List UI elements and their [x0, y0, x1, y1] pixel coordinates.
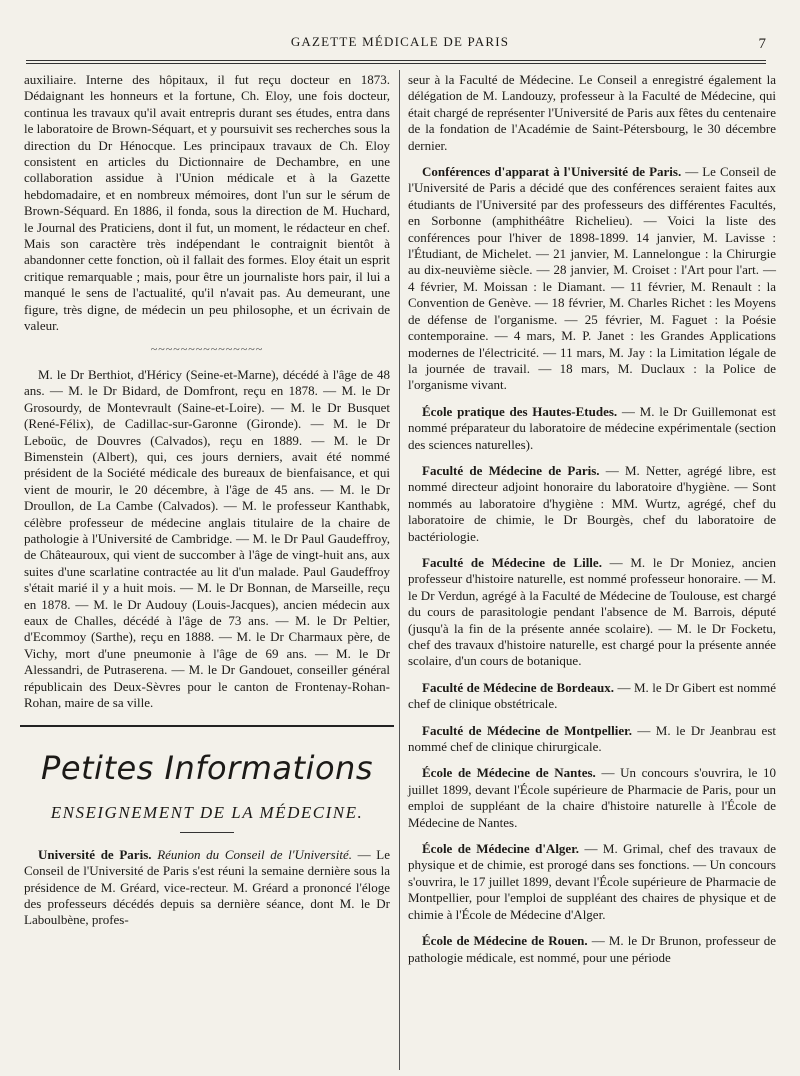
- universite-continuation: seur à la Faculté de Médecine. Le Conseil a enregistré également la délégation de M. Landouzy, professeur à la Faculté de Médecine, qui était chargé de représenter l'Université de Paris aux fêtes du centenaire de la fondation de l'Académie de Saint-Pétersbourg, le 30 décembre dernier.: [408, 72, 776, 153]
- item-heading: Conférences d'apparat à l'Université de Paris.: [422, 164, 682, 180]
- header-rule: [26, 60, 766, 61]
- item-heading: École de Médecine de Nantes.: [422, 765, 596, 781]
- ornamental-separator: ~~~~~~~~~~~~~~~: [150, 341, 264, 356]
- header-rule-double: [26, 63, 766, 64]
- item-heading: Faculté de Médecine de Bordeaux.: [422, 679, 614, 695]
- item-heading: École de Médecine d'Alger.: [422, 841, 580, 857]
- faculte-lille-item: [408, 555, 776, 670]
- item-text: — M. le Dr Jeanbrau est nommé chef de clinique chirurgicale.: [408, 722, 776, 755]
- item-heading: Faculté de Médecine de Montpellier.: [422, 722, 632, 738]
- item-subheading: Réunion du Conseil de l'Université.: [157, 846, 352, 862]
- item-text: — Un concours s'ouvrira, le 10 juillet 1899, devant l'École supérieure de Pharmacie de Paris, pour un emploi de suppléant de la chaire d'histoire naturelle à l'École de Médecine de Nantes.: [408, 765, 776, 830]
- item-text: — Le Conseil de l'Université de Paris s'est réuni la semaine dernière sous la présidence de M. Gréard, vice-recteur. M. Gréard a prononcé l'éloge des professeurs décédés depuis sa dernière séance, dont M. le Dr Laboulbène, profes-: [24, 846, 391, 928]
- item-text: — M. le Dr Guillemonat est nommé préparateur du laboratoire de médecine expérimentale (section des sciences naturelles).: [408, 403, 776, 452]
- eloy-obituary-paragraph: auxiliaire. Interne des hôpitaux, il fut reçu docteur en 1873. Dédaignant les honneurs et la fortune, Ch. Eloy, une fois docteur, continua les travaux qu'il avait entrepris durant ses études, entra dans le laboratoire de Brown-Séquart, et y poursuivit ses recherches sous la direction du Dr Hénocque. Les principaux travaux de Ch. Eloy consistent en articles du Dictionnaire de Dechambre, en une collaboration assidue à l'Union médicale et à la Gazette hebdomadaire, et en nombreux mémoires, dont l'un sur le sérum de Brown-Séquard. En 1886, il fonda, sous la direction de M. Huchard, le Journal des Praticiens, dont il fut, un moment, le rédacteur en chef. Mais son caractère très indépendant le contraignit bientôt à abandonner cette fonction, où il fallait des formes. Eloy était un esprit critique remarquable ; mais, pour être un journaliste hors pair, il lui a manqué le sens de l'actualité, qu'il n'avait pas. Au demeurant, une figure, très digne, de médecin un peu philosophe, et un écrivain de valeur.: [24, 72, 390, 334]
- left-column: [24, 72, 390, 929]
- item-heading: École de Médecine de Rouen.: [422, 933, 588, 949]
- running-title: GAZETTE MÉDICALE DE PARIS: [290, 34, 510, 49]
- necrology-paragraph: M. le Dr Berthiot, d'Héricy (Seine-et-Marne), décédé à l'âge de 48 ans. — M. le Dr Bidard, de Domfront, reçu en 1878. — M. le Dr Grosourdy, de Montevrault (Saine-et-Loire). — M. le Dr Busquet (René-Félix), de Cadillac-sur-Garonne (Gironde). — M. le Dr Leboüc, de Douvres (Calvados), reçu en 1889. — M. le Dr Bimenstein (Albert), qui, ces jours derniers, avait été nommé président de la Société médicale des bureaux de bienfaisance, et qui vient de mourir, le 20 décembre, à l'âge de 45 ans. — M. le Dr Droullon, de La Cambe (Calvados). — M. le professeur Kanthabk, célèbre professeur de médecine anglais titulaire de la chaire de pathologie à l'Université de Cambridge. — M. le Dr Paul Gaudeffroy, de Châteauroux, qui vient de succomber à l'âge de vingt-huit ans, aux suites d'une scarlatine contractée au lit d'un malade. Paul Gaudeffroy s'était marié il y a huit mois. — M. le Dr Bonnan, de Marseille, reçu en 1878. — M. le Dr Audouy (Louis-Jacques), ancien médecin aux eaux de Challes, décédé à l'âge de 73 ans. — M. le Dr Peltier, d'Ecommoy (Sarthe), reçu en 1888. — M. le Dr Charmaux père, de Vichy, mort d'une pneumonie à l'âge de 69 ans. — M. le Dr Alessandri, de Putraserena. — M. le Dr Gandouet, conseiller général républicain des Deux-Sèvres pour le canton de Frontenay-Rohan-Rohan, maire de sa ville.: [24, 366, 390, 711]
- item-text: — M. Grimal, chef des travaux de physique et de chimie, est prorogé dans ses fonctions. — Un concours s'ouvrira, le 17 juillet 1899, devant l'École supérieure de Pharmacie de Montpellier, pour l'emploi de suppléant des chaires de physique et de chimie à l'École de Médecine d'Alger.: [408, 841, 776, 922]
- item-heading: École pratique des Hautes-Etudes.: [422, 403, 618, 419]
- item-text: — M. le Dr Brunon, professeur de pathologie médicale, est nommé, pour une période: [408, 933, 776, 965]
- item-heading: Faculté de Médecine de Paris.: [422, 462, 600, 478]
- right-column: [408, 72, 776, 966]
- universite-paris-item: [24, 847, 390, 929]
- item-text: — M. le Dr Moniez, ancien professeur d'histoire naturelle, est nommé professeur honoraire. — M. le Dr Verdun, agrégé à la Faculté de Médecine de Toulouse, est chargé du cours de parasitologie pendant l'absence de M. Barrois, député (jusqu'à la fin de la présente année scolaire). — M. le Dr Focketu, chef des travaux d'histoire naturelle, est chargé pour la présente année scolaire, d'un cours de botanique.: [408, 554, 777, 669]
- item-text: — Le Conseil de l'Université de Paris a décidé que des conférences seraient faites aux étudiants de l'Université par des professeurs des différentes Facultés, en Sorbonne (amphithéâtre Richelieu). — Voici la liste des conférences pour l'hiver de 1898-1899. 14 janvier, M. Lavisse : l'Étudiant, de Michelet. — 21 janvier, M. Lannelongue : la Chirurgie au dix-neuvième siècle. — 28 janvier, M. Croiset : l'Art pour l'art. — 4 février, M. Moissan : le Diamant. — 11 février, M. Renault : la Convention de Genève. — 18 février, M. Charles Richet : les Moyens de défense de l'organisme. — 25 février, M. Faguet : la Poésie contemporaine. — 4 mars, M. P. Janet : les Grandes Applications modernes de l'électricité. — 11 mars, M. Jay : la Limitation légale de la journée de travail. — 18 mars, M. Duclaux : la Police de l'organisme vivant.: [408, 164, 776, 393]
- page-number: 7: [758, 36, 766, 52]
- faculte-montpellier-item: [408, 723, 776, 756]
- faculte-bordeaux-item: [408, 680, 776, 713]
- short-rule: [180, 832, 234, 833]
- item-text: — M. Netter, agrégé libre, est nommé directeur adjoint honoraire du laboratoire d'hygiène. — Sont nommés au laboratoire d'hygiène : MM. Wurtz, agrégé, chef du laboratoire de chimie, le Dr Bourgès, chef du laboratoire de bactériologie.: [408, 462, 776, 544]
- item-text: — M. le Dr Gibert est nommé chef de clinique obstétricale.: [408, 679, 776, 712]
- conferences-item: [408, 164, 776, 394]
- faculte-paris-item: [408, 463, 776, 545]
- section-rule: [20, 725, 394, 727]
- page-header: [20, 30, 780, 66]
- ecole-rouen-item: [408, 933, 776, 966]
- ecole-nantes-item: [408, 765, 776, 831]
- column-divider: [399, 70, 400, 1070]
- ecole-alger-item: [408, 841, 776, 923]
- section-title-petites-informations: Petites Informations: [41, 749, 373, 788]
- subsection-title-enseignement: ENSEIGNEMENT DE LA MÉDECINE.: [50, 803, 364, 823]
- ecole-pratique-item: [408, 404, 776, 453]
- item-heading: Faculté de Médecine de Lille.: [422, 554, 602, 570]
- item-heading: Université de Paris.: [38, 846, 152, 862]
